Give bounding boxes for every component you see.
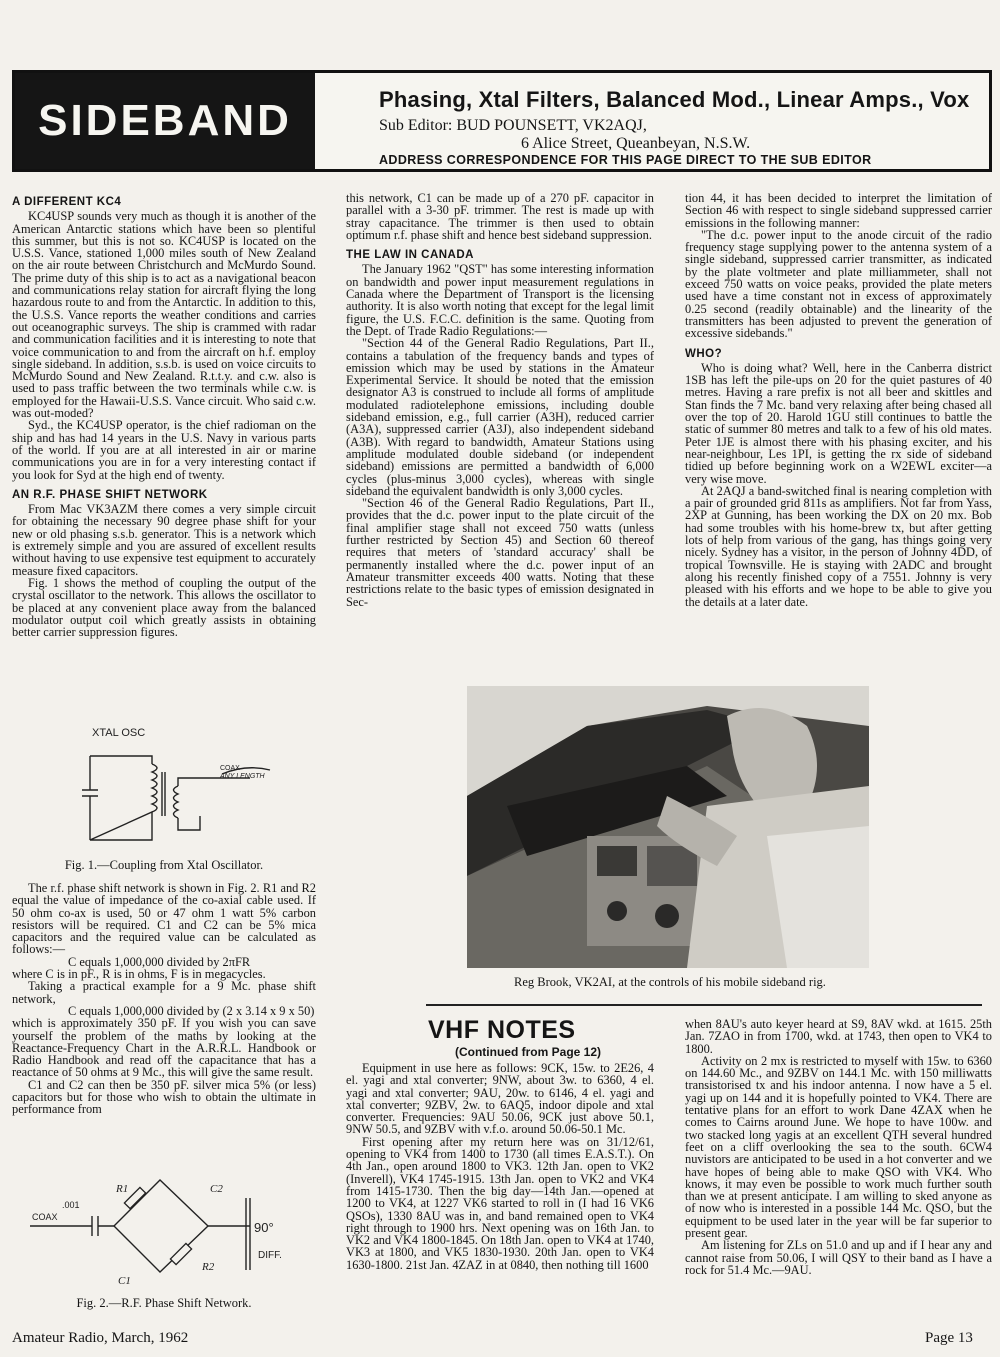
paragraph: "Section 46 of the General Radio Regulations, Part II., provides that the d.c. power input to the plate circuit of the final amplifier stage shall not exceed 750 watts (unless further restricted by Section 45) and Section 60 thereof requires that meters of 'standard accuracy' shall be permanently installed where the d.c. power input of an Amateur transmitter exceeds 400 watts. Noting that these restrictions relate to the basic types of emission designated in Sec- <box>346 496 654 609</box>
fig1-label-osc: XTAL OSC <box>92 727 146 739</box>
vhf-column-1 <box>346 1062 654 1271</box>
column-2 <box>346 192 654 608</box>
fig2-label-90: 90° <box>254 1220 274 1235</box>
photo-mobile-rig <box>467 686 869 968</box>
fig2-label-c2: C2 <box>210 1183 223 1195</box>
paragraph: Fig. 1 shows the method of coupling the output of the crystal oscillator to the network. This allows the oscillator to be placed at any convenient place away from the balanced modulator output coil which greatly assists in obtaining better carrier suppression figures. <box>12 575 316 640</box>
paragraph: Who is doing what? Well, here in the Canberra district 1SB has left the pile-ups on 20 for the quiet pastures of 40 metres. Having a rare prefix is not all beer and skittles and Stan finds the 7 Mc. band very relaxing after being chased all over the top of 20. Harold 1GU still continues to battle the static of summer 80 metres and talk to a few of his old mates. Peter 1JE is almost there with his phasing exciter, and his near-neighbour, Les 1PI, is getting the rx side of sideband tidied up before beginning work on a W2EWL exciter—a very wise move. <box>685 360 992 486</box>
column-1-top <box>12 192 316 638</box>
paragraph: First opening after my return here was on 31/12/61, opening to VK4 from 1400 to 1730 (all times E.A.S.T.). On 4th Jan., open around 1800 to VK3. 12th Jan. open to VK2 (Inverell), VK4 1745-1915. 13th Jan. open to VK2 and VK4 from 1415-1730. Then the big day—14th Jan.—opened at 1200 to VK4, at 1227 VK6 started to roll in (I had 16 VK6 QSOs), 1330 8AU was in, and band remained open to VK4 right through to 1900 hrs. Next opening was on 16th Jan. to VK2 and VK4 1800-1845. On 18th Jan. open to VK4 at 1740, VK3 at 1800, and VK5 1830-1930. 20th Jan. open to VK4 1630-1800. 21st Jan. 4ZAZ in at 0840, then nothing till 1600 <box>346 1134 654 1272</box>
paragraph: Taking a practical example for a 9 Mc. phase shift network, <box>12 979 316 1006</box>
sub-editor-name: Sub Editor: BUD POUNSETT, VK2AQJ, <box>379 117 647 134</box>
section-header <box>12 70 992 172</box>
fig2-phase-shift-network <box>20 1158 300 1293</box>
correspondence-notice: ADDRESS CORRESPONDENCE FOR THIS PAGE DIRECT TO THE SUB EDITOR <box>379 153 872 167</box>
vhf-notes-title: VHF NOTES <box>428 1016 576 1044</box>
footer-publication: Amateur Radio, March, 1962 <box>12 1330 189 1346</box>
equation-example: C equals 1,000,000 divided by (2 x 3.14 x 9 x 50) <box>68 1003 315 1018</box>
vhf-continued-note: (Continued from Page 12) <box>454 1045 601 1059</box>
fig2-label-diff: DIFF. <box>258 1250 282 1261</box>
fig2-label-c1: C1 <box>118 1275 131 1287</box>
header-info <box>315 73 989 169</box>
heading-law-in-canada: THE LAW IN CANADA <box>346 249 474 262</box>
section-topics: Phasing, Xtal Filters, Balanced Mod., Linear Amps., Vox <box>379 87 970 112</box>
paragraph: "The d.c. power input to the anode circuit of the radio frequency stage supplying power to the antenna system of a single sideband, suppressed carrier transmitter, as indicated by the plate voltmeter and plate milliammeter, shall not exceed 750 watts on voice peaks, provided the plate meters used have a time constant not in excess of approximately 0.25 second (readily obtainable) and the linearity of the transmitters has been adjusted to prevent the generation of excessive sidebands." <box>685 227 992 341</box>
paragraph: this network, C1 can be made up of a 270 pF. capacitor in parallel with a 3-30 pF. trimmer. The rest is made up with stray capacitance. The trimmer is then used to obtain optimum r.f. phase shift and hence best sideband suppression. <box>346 191 654 242</box>
photo-image <box>467 686 869 968</box>
paragraph: KC4USP sounds very much as though it is another of the American Antarctic stations which have been so plentiful this summer, but this is not so. KC4USP is located on the U.S.S. Vance, stationed 1,000 miles south of New Zealand on the air route between Christchurch and McMurdo Sound. The prime duty of this ship is to act as a navigational beacon and communications relay station for aircraft flying the long hazardous route to and from the Antarctic. In addition to this, the U.S.S. Vance reports the weather conditions and carries out oceanographic surveys. The ship is crammed with radar and communication facilities and it is interesting to note that voice communication to and from the aircraft on h.f. employ single sideband. In addition, s.s.b. is used on voice circuits to McMurdo Sound and New Zealand. R.t.t.y. and c.w. also is used to pass traffic between the two terminals while c.w. is employed for the Hawaii-U.S.S. Vance circuit. Who said c.w. was out-moded? <box>12 209 316 421</box>
section-title: SIDEBAND <box>15 73 315 169</box>
paragraph: Am listening for ZLs on 51.0 and up and if I hear any and cannot raise from 50.06, I will QSY to their band as I have a rock for 51.4 Mc.—9AU. <box>685 1238 992 1277</box>
paragraph: At 2AQJ a band-switched final is nearing completion with a pair of grounded grid 811s as amplifiers. Not far from Yass, 2XP at Gunning, has been working the DX on 20 mx. Bob had some troubles with his home-brew tx, but after getting lots of help from various of the gang, has things going very nicely. Sydney has a visitor, in the person of Johnny 4DD, of tropical Townsville. He is staying with 2ADC and brought along his recently finished copy of a 7551. Johnny is very pleased with his efforts and we hope to be able to give you the details at a later date. <box>685 483 992 609</box>
paragraph: tion 44, it has been decided to interpret the limitation of Section 46 with respect to single sideband suppressed carrier emissions in the following manner: <box>685 191 992 230</box>
fig2-label-001: .001 <box>62 1200 80 1210</box>
fig2-label-r1: R1 <box>116 1183 129 1195</box>
paragraph: The r.f. phase shift network is shown in Fig. 2. R1 and R2 equal the value of impedance of the co-axial cable used. If 50 ohm co-ax is used, 50 or 47 ohm 1 watt 5% carbon resistors will be required. C1 and C2 can be 5% mica capacitors and the required value can be calculated as follows:— <box>12 881 316 957</box>
fig1-caption: Fig. 1.—Coupling from Xtal Oscillator. <box>64 858 264 872</box>
paragraph: which is approximately 350 pF. If you wish you can save yourself the problem of the maths by looking at the Reactance-Frequency Chart in the A.R.R.L. Handbook or Radio Handbook and read off the capacitance that has a reactance of 50 ohms at 9 Mc., this will give the same result. <box>12 1016 316 1080</box>
equation-capacitance: C equals 1,000,000 divided by 2πFR <box>68 954 251 969</box>
paragraph: Syd., the KC4USP operator, is the chief radioman on the ship and has had 14 years in the U.S. Navy in various parts of the world. If you are at all interested in air or marine communications you are in for a very interesting contact if you look for Syd at the high end of twenty. <box>12 418 316 482</box>
column-3 <box>685 192 992 608</box>
fig2-caption: Fig. 2.—R.F. Phase Shift Network. <box>76 1296 252 1310</box>
paragraph: C1 and C2 can then be 350 pF. silver mica 5% (or less) capacitors but for those who wish to obtain the ultimate in performance from <box>12 1077 316 1117</box>
paragraph: when 8AU's auto keyer heard at S9, 8AV wkd. at 1615. 25th Jan. 7ZAO in from 1700, wkd. at 1743, then open to VK4 to 1800. <box>685 1017 992 1056</box>
fig1-label-length: ANY LENGTH <box>220 773 265 780</box>
heading-who: WHO? <box>685 347 723 360</box>
paragraph: The January 1962 "QST" has some interesting information on bandwidth and power input measurement regulations in Canada where the Department of Transport is the licensing authority. It is also worth noting that except for the legal limit figure, the U.S. F.C.C. definition is the same. Quoting from the Dept. of Trade Radio Regulations:— <box>346 262 654 338</box>
fig1-label-coax: COAX <box>220 765 240 772</box>
vhf-column-2 <box>685 1018 992 1276</box>
sub-editor-address: 6 Alice Street, Queanbeyan, N.S.W. <box>521 135 751 152</box>
paragraph: Activity on 2 mx is restricted to myself with 15w. to 6360 on 144.60 Mc., and 9ZBV on 144.1 Mc. with 150 milliwatts transistorised tx and his indoor antenna. I now have a 5 el. yagi up on 144 and it is hopefully pointed to VK4. There are tentative plans for an effort to work Dane 4ZAX when he comes to Cairns around June. We hope to have 100w. and two stacked long yagis at an excellent QTH several hundred feet on a cliff overlooking the sea to the south. 6CW4 nuvistors are anticipated to be used in a hot converter and we have hopes of being able to make QSO with VK4. Who knows, it may even be possible to work much further south than we at present anticipate. I am willing to sked anyone as of now who is interested in a possible 144 Mc. QSO, but the equipment to be used later in the year will be far superior to present gear. <box>685 1053 992 1241</box>
heading-different-kc4: A DIFFERENT KC4 <box>12 196 122 208</box>
fig2-label-coax: COAX <box>32 1212 58 1222</box>
paragraph: "Section 44 of the General Radio Regulations, Part II., contains a tabulation of the frequency bands and types of emission which may be used by stations in the Amateur Experimental Service. It should be noted that the emission designator A3 is construed to include all forms of amplitude modulated radiotelephone emissions, including double sideband emission, e.g., full carrier (A3H), reduced carrier (A3A), suppressed carrier (A3J), also independent sideband (A3B). With regard to bandwidth, Amateur Stations using amplitude modulated double sideband (or independent sideband) emissions are permitted a bandwidth of 6,000 cycles (plus-minus 3,000 cycles), whereas with single sideband the equivalent bandwidth is only 3,000 cycles. <box>346 336 654 498</box>
divider-rule <box>426 1004 982 1006</box>
heading-phase-shift-network: AN R.F. PHASE SHIFT NETWORK <box>12 488 208 501</box>
fig1-coupling-diagram <box>60 718 290 848</box>
photo-caption: Reg Brook, VK2AI, at the controls of his mobile sideband rig. <box>514 975 826 989</box>
fig2-label-r2: R2 <box>202 1261 215 1273</box>
column-1-bottom <box>12 882 316 1116</box>
paragraph: Equipment in use here as follows: 9CK, 15w. to 2E26, 4 el. yagi and xtal converter; 9NW, about 3w. to 6360, 4 el. yagi and xtal converter; 9AU, 20w. to 6146, 4 el. yagi and xtal converter; 9ZBV, 2w. to 6AQ5, indoor dipole and xtal converter. Frequencies: 9AU 50.06, 9CK just above 50.1, 9NW 50.5, and 9ZBV with v.f.o. around 50.06-50.1 Mc. <box>346 1061 654 1137</box>
paragraph: where C is in pF., R is in ohms, F is in megacycles. <box>12 967 266 982</box>
paragraph: From Mac VK3AZM there comes a very simple circuit for obtaining the necessary 90 degree phase shift for your new or old phasing s.s.b. generator. This is a network which is extremely simple and you are assured of excellent results without having to use expensive test equipment to accurately measure fixed capacitors. <box>12 502 316 578</box>
footer-page-number: Page 13 <box>925 1330 973 1346</box>
